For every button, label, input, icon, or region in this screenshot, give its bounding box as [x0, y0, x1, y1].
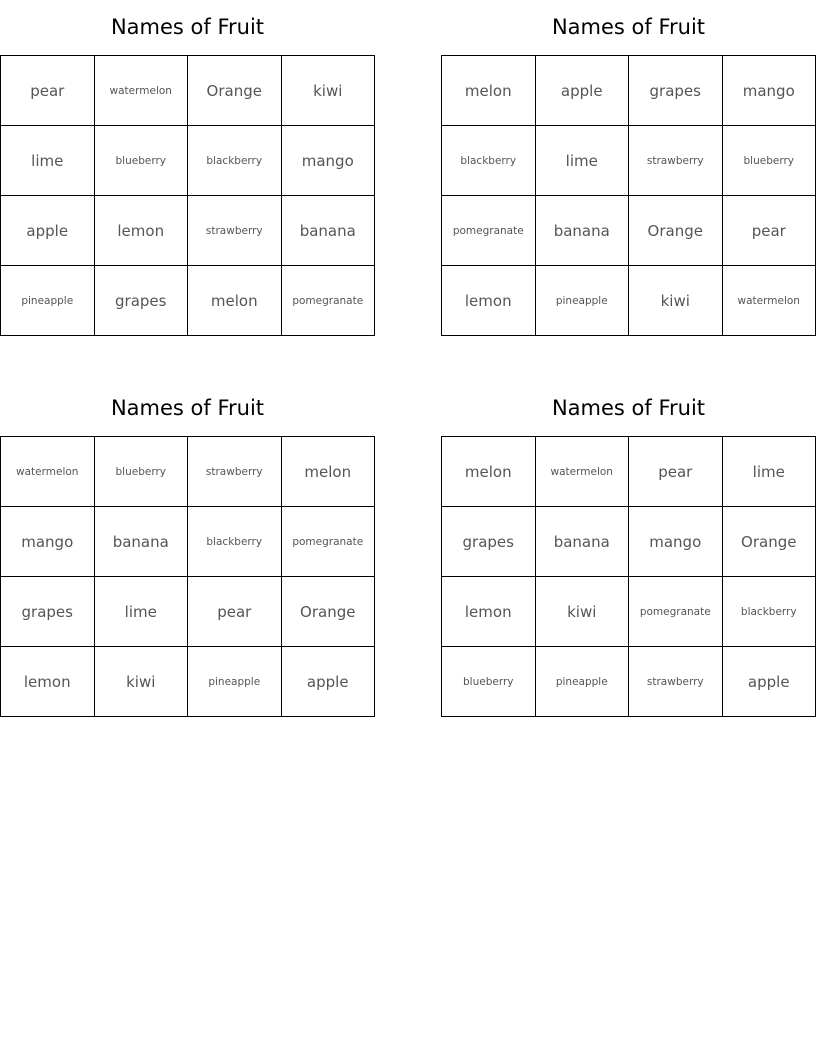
grid-cell: strawberry — [188, 437, 282, 507]
grid-cell: blackberry — [188, 126, 282, 196]
grid-cell: banana — [536, 196, 630, 266]
grid-cell: kiwi — [536, 577, 630, 647]
grid-cell: apple — [282, 647, 376, 717]
grid-cell: watermelon — [536, 437, 630, 507]
grid-cell: blueberry — [442, 647, 536, 717]
grid-cell: Orange — [282, 577, 376, 647]
grid-cell: lime — [95, 577, 189, 647]
grid-cell: mango — [282, 126, 376, 196]
grid-cell: pomegranate — [282, 266, 376, 336]
card-title: Names of Fruit — [551, 15, 706, 39]
grid-cell: banana — [95, 507, 189, 577]
grid-cell: grapes — [442, 507, 536, 577]
card-title: Names of Fruit — [110, 15, 265, 39]
grid-cell: pomegranate — [442, 196, 536, 266]
card-grid — [441, 436, 816, 717]
grid-cell: melon — [442, 437, 536, 507]
card-grid — [0, 55, 375, 336]
grid-cell: lemon — [442, 266, 536, 336]
grid-cell: kiwi — [95, 647, 189, 717]
grid-cell: melon — [442, 56, 536, 126]
grid-cell: pear — [188, 577, 282, 647]
grid-cell: pineapple — [536, 647, 630, 717]
grid-cell: mango — [1, 507, 95, 577]
grid-cell: banana — [536, 507, 630, 577]
grid-cell: melon — [188, 266, 282, 336]
bingo-card-3 — [0, 381, 375, 717]
grid-cell: watermelon — [723, 266, 816, 336]
grid-cell: watermelon — [1, 437, 95, 507]
grid-cell: pineapple — [188, 647, 282, 717]
grid-cell: apple — [723, 647, 816, 717]
grid-cell: strawberry — [629, 126, 723, 196]
card-title: Names of Fruit — [110, 396, 265, 420]
grid-cell: grapes — [629, 56, 723, 126]
grid-cell: watermelon — [95, 56, 189, 126]
grid-cell: apple — [1, 196, 95, 266]
grid-cell: blackberry — [442, 126, 536, 196]
card-grid — [0, 436, 375, 717]
bingo-card-2 — [441, 0, 816, 336]
grid-cell: apple — [536, 56, 630, 126]
grid-cell: kiwi — [282, 56, 376, 126]
grid-cell: lime — [1, 126, 95, 196]
grid-cell: blueberry — [95, 126, 189, 196]
grid-cell: Orange — [723, 507, 816, 577]
grid-cell: lemon — [1, 647, 95, 717]
grid-cell: pomegranate — [282, 507, 376, 577]
bingo-card-1 — [0, 0, 375, 336]
grid-cell: strawberry — [629, 647, 723, 717]
grid-cell: blackberry — [723, 577, 816, 647]
grid-cell: lime — [723, 437, 816, 507]
grid-cell: strawberry — [188, 196, 282, 266]
bingo-card-4 — [441, 381, 816, 717]
grid-cell: pineapple — [536, 266, 630, 336]
grid-cell: pear — [1, 56, 95, 126]
grid-cell: Orange — [188, 56, 282, 126]
grid-cell: lemon — [95, 196, 189, 266]
grid-cell: pomegranate — [629, 577, 723, 647]
grid-cell: pear — [629, 437, 723, 507]
grid-cell: banana — [282, 196, 376, 266]
grid-cell: blackberry — [188, 507, 282, 577]
grid-cell: Orange — [629, 196, 723, 266]
grid-cell: lemon — [442, 577, 536, 647]
grid-cell: grapes — [95, 266, 189, 336]
card-grid — [441, 55, 816, 336]
grid-cell: mango — [629, 507, 723, 577]
grid-cell: grapes — [1, 577, 95, 647]
grid-cell: kiwi — [629, 266, 723, 336]
grid-cell: pineapple — [1, 266, 95, 336]
grid-cell: melon — [282, 437, 376, 507]
grid-cell: pear — [723, 196, 816, 266]
grid-cell: blueberry — [723, 126, 816, 196]
grid-cell: lime — [536, 126, 630, 196]
grid-cell: blueberry — [95, 437, 189, 507]
card-title: Names of Fruit — [551, 396, 706, 420]
grid-cell: mango — [723, 56, 816, 126]
